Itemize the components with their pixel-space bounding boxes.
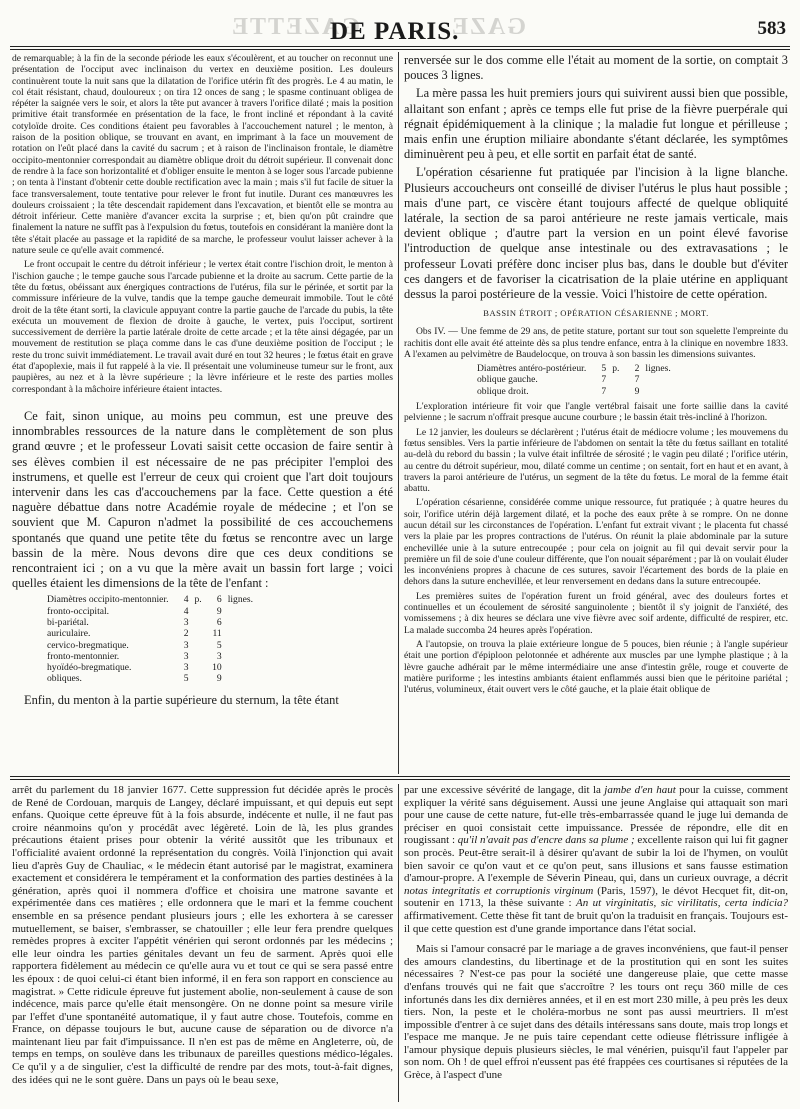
- text-run: (Paris, 1597), le dévot Hecquet fit, dit-on, soutenir en 1713, la thèse suivante :: [404, 884, 788, 910]
- right-paragraph-3: L'opération césarienne fut pratiquée par l'incision à la ligne blanche. Plusieurs accoucheurs ont conseillé de diviser l'utérus le plus haut possible ; mais d'une part, ce viscère étant toujours affecté de quelque obliquité latérale, la section de sa paroi antérieure ne reste jamais verticale, mais devient oblique ; d'autre part la version en un point élevé favorise l'introduction de quelque anse intestinale ou des extravasations ; le professeur Lovati préfère donc inciser plus bas, dans le double but d'éviter ces dangers et de favoriser la cicatrisation de la plaie utérine en appliquant dessus la paroi postérieure de la vessie. Voici l'histoire de cette opération.: [404, 165, 788, 302]
- column-divider-top: [398, 52, 399, 774]
- dimension-unit-tail: [225, 628, 256, 639]
- dimension-unit: [191, 628, 204, 639]
- right-paragraph-6: Le 12 janvier, les douleurs se déclarèrent ; l'utérus était de médiocre volume ; les mouvemens du fœtus sensibles. Vers la partie inférieure de l'abdomen on sentait la tête du fœtus saillant en totalité au-delà du rebord du bassin ; la vulve était infiltrée de sérosité ; le vagin peu dilaté ; l'orifice utérin, au centre du détroit supérieur, mou, dilaté comme un centime ; on sentait, fort en haut et en avant, à travers la paroi antérieure de l'utérus, un segment de la tête du fœtus. Le moral de la femme était abattu.: [404, 426, 788, 495]
- text-run: pour la cuisse, comment expliquer la vérité sans déguisement. Aussi une jeune Anglaise qui attaquait son mari pour une cause de cette nature, fut-elle très-embarrassée quand le juge lui demanda de préciser en quoi consistait cette impuissance. Pressée de répondre, elle dit en rougissant :: [404, 784, 788, 847]
- right-paragraph-1: renversée sur le dos comme elle l'était au moment de la sortie, on comptait 3 pouces 3 lignes.: [404, 53, 788, 83]
- dimension-label: auriculaire.: [47, 628, 91, 640]
- page-number: 583: [757, 18, 786, 39]
- dimension-value-inches: 3: [183, 616, 189, 628]
- left-column: [12, 53, 393, 773]
- left-paragraph-2: Le front occupait le centre du détroit inférieur ; le vertex était contre l'ischion droit, le menton à l'ischion gauche ; le tempe gauche sous l'arcade pubienne et la droite au sacrum. Cette partie de la tête du fœtus, obéissant aux énergiques contractions de l'utérus, fila sur le périnée, et sortit par la commissure inférieure de la vulve, tandis que la tempe gauche demeurait immobile. Tout le côté droit de la tête étant sorti, la clavicule appuyant contre la partie gauche de l'arcade du pubis, la tête exécuta un mouvement de flexion de droite à gauche, le vertex, puis l'occiput, sortirent successivement de derrière la partie latérale droite de cette arcade ; et la tête ainsi dégagée, par un mouvement de restitution se plaça comme dans le cas d'une deuxième position de l'occiput ; le reste du tronc suivit immédiatement. Le travail avait duré en tout 32 heures ; le fœtus était en grave état d'apoplexie, mais il fut rappelé à la vie. Il présentait une volumineuse tumeur sur le front, aux paupières, au nez et à la lèvre supérieure ; la lèvre inférieure et le reste des parties molles correspondant à la mâchoire inférieure étaient intactes.: [12, 259, 393, 395]
- text-run: excellente raison qui lui fit gagner son procès. Peut-être serait-il à désirer qu'avant de subir la loi de l'hymen, on voulût bien savoir ce qu'on vaut et ce qu'on peut, sans illusions et sans fausse estimation d'amour-propre. A l'exemple de Séverin Pineau, qui, dans un curieux ouvrage, a décrit: [404, 834, 788, 885]
- dimension-value-inches: 3: [183, 650, 189, 662]
- dimension-value-lines: 3: [216, 650, 222, 662]
- dimension-unit: p.: [194, 594, 202, 606]
- dimension-row: [474, 374, 674, 385]
- observation-heading: BASSIN ÉTROIT ; OPÉRATION CÉSARIENNE ; MORT.: [483, 308, 709, 319]
- dimension-label: Diamètres occipito-mentonnier.: [47, 594, 169, 606]
- dimension-unit-tail: [642, 386, 673, 397]
- dimension-row: [44, 662, 256, 673]
- dimension-unit-tail: [225, 651, 256, 662]
- dimension-unit: [191, 651, 204, 662]
- right-paragraph-5: L'exploration intérieure fit voir que l'angle vertébral faisait une forte saillie dans la cavité pelvienne ; le sacrum n'offrait presque aucune courbure ; le bassin était très-incliné à l'horizon.: [404, 401, 788, 424]
- feuilleton-right-paragraph-1: [404, 784, 788, 935]
- dimension-label: obliques.: [47, 673, 82, 685]
- header-rule-thin: [10, 49, 790, 50]
- dimension-value-lines: 9: [216, 673, 222, 685]
- text-run: affirmativement. Cette thèse fit tant de bruit qu'on la traduisit en français. Toujours est-il que cette question est d'une grande importance dans l'état social.: [404, 909, 788, 935]
- feuilleton-left-column: [12, 784, 393, 1102]
- dimension-value-lines: 9: [216, 605, 222, 617]
- feuilleton-left-paragraph: arrêt du parlement du 18 janvier 1677. Cette suppression fut décidée après le procès de René de Cordouan, marquis de Langey, déclaré impuissant, et qui depuis eut sept enfans. Quoique cette épreuve fût à la fois absurde, indécente et nulle, il ne faut pas croire néanmoins qu'on y procédât avec légèreté. Loin de là, les plus grandes précautions étaient prises pour obtenir la vérité aussitôt que les tribunaux et l'officialité avaient ordonné la représentation du congrès. Voilà l'injonction qui avait lieu d'après Guy de Chauliac, « le médecin étant autorisé par le magistrat, examinera exactement et considérera le tempérament et la conformation des parties destinées à la génération, après quoi il nommera d'office et choisira une matrone savante et expérimentée dans ces matières ; elle ordonnera que le mari et la femme couchent ensemble en sa présence pendant plusieurs jours ; elle les exhortera à se caresser mutuellement, se baiser, s'embrasser, se chatouiller ; elle leur fera prendre quelques remèdes propres à exciter l'appétit vénérien qui seront ordonnés par les médecins ; elle leur oindra les parties génitales devant un feu de sarment. Après quoi elle rapportera fidèlement au médecin ce qu'elle aura vu et tout ce qui se sera passé entre les époux : de quoi celui-ci étant bien informé, il en fera son rapport en conscience au magistrat. » Cette ridicule épreuve fut justement abolie, non-seulement à cause de son indécence, mais parce qu'elle était mensongère. On ne donne point sa mesure virile par l'effet d'une spontanéité automatique, il y faut autre chose. Toutefois, comme en France, on dépasse toujours le but, aucune cause de séparation ou de divorce n'a maintenant lieu par fait d'impuissance. Il n'en est pas de même en Angleterre, où, de temps en temps, on soulève dans les tribunaux de pareilles questions médico-légales. Ce qu'il y a de singulier, c'est la difficulté de rendre par des mots, tout-à-fait dignes, des idées qui ne le sont guère. Dans un pays où le beau sexe,: [12, 784, 393, 1086]
- left-paragraph-4: Enfin, du menton à la partie supérieure du sternum, la tête étant: [24, 692, 339, 707]
- dimension-unit: [191, 606, 204, 617]
- italic-run: notas integritatis et corruptionis virginum: [404, 884, 594, 897]
- dimension-label: fronto-mentonnier.: [47, 650, 120, 662]
- dimension-row: [474, 363, 674, 374]
- dimension-value-lines: 6: [216, 616, 222, 628]
- right-paragraph-4: Obs IV. — Une femme de 29 ans, de petite stature, portant sur tout son squelette l'empreinte du rachitis dont elle avait été atteinte dès sa plus tendre enfance, entra à la clinique en novembre 1833. A l'examen au pelvimètre de Baudelocque, on trouva à son bassin les dimensions suivantes.: [404, 326, 788, 360]
- text-run: par une excessive sévérité de langage, dit la: [404, 784, 605, 796]
- dimension-value-lines: 11: [212, 628, 222, 640]
- right-paragraph-8: Les premières suites de l'opération furent un froid général, avec des douleurs fortes et continuelles et un écoulement de sérosité sanguinolente ; bientôt il s'y joignit de l'anxiété, des vomissemens ; à dix heures se déclara une vive fièvre avec soif ardente, difficulté de respirer, etc. La malade succomba 24 heures après l'opération.: [404, 590, 788, 636]
- dimension-unit-tail: [225, 640, 256, 651]
- dimension-unit: [609, 374, 622, 385]
- dimension-value-inches: 4: [183, 605, 189, 617]
- dimension-label: fronto-occipital.: [47, 605, 110, 617]
- dimension-value-inches: 7: [601, 374, 607, 386]
- column-divider-bottom: [398, 784, 399, 1102]
- dimension-value-lines: 5: [216, 639, 222, 651]
- dimension-label: oblique droit.: [477, 385, 529, 397]
- dimension-label: oblique gauche.: [477, 374, 538, 386]
- pelvis-dimensions-table: [474, 363, 674, 397]
- dimension-row: [44, 651, 256, 662]
- dimension-value-lines: 7: [634, 374, 640, 386]
- dimension-value-inches: 2: [183, 628, 189, 640]
- newspaper-title: DE PARIS.: [330, 18, 460, 45]
- dimension-row: [44, 673, 256, 684]
- feuilleton-right-paragraph-2: Mais si l'amour consacré par le mariage a de graves inconvéniens, que faut-il penser des amours clandestins, du libertinage et de la prostitution qui en sont les suites nécessaires ? N'est-ce pas pour la société une dangereuse plaie, que cette masse d'enfans trouvés qui ne fait que s'accroître ? les tours ont reçu 360 mille de ces infortunés dans les dix dernières années, et il en est mort 230 mille, à peu près les deux tiers. Non, la peste et le choléra-morbus ne sont pas aussi meurtriers. Il m'est impossible d'entrer à ce sujet dans des détails intéressans sans doute, mais trop longs et l'espace me manque. Je ne puis taire cependant cette odieuse flétrissure infligée à l'amour physique depuis plusieurs siècles, le mal vénérien, puisqu'il faut l'appeler par son nom. Oh ! de quel effroi n'eussent pas été frappées ces courtisanes si réputées de la Grèce, à l'aspect d'une: [404, 943, 788, 1082]
- masthead: [0, 0, 800, 48]
- dimension-value-lines: 9: [634, 385, 640, 397]
- dimension-value-inches: 7: [601, 385, 607, 397]
- dimension-unit-tail: [225, 662, 256, 673]
- italic-run: jambe d'en haut: [604, 784, 676, 796]
- dimension-value-lines: 10: [212, 662, 222, 674]
- dimension-value-inches: 3: [183, 639, 189, 651]
- feuilleton-rule: [10, 776, 790, 777]
- dimension-row: [44, 640, 256, 651]
- dimension-unit: [191, 640, 204, 651]
- masthead-bleed-through-left: GAZETTE: [230, 14, 361, 40]
- dimension-unit-tail: [225, 673, 256, 684]
- dimension-row: [474, 386, 674, 397]
- dimension-value-inches: 3: [183, 662, 189, 674]
- dimension-value-inches: 5: [183, 673, 189, 685]
- right-paragraph-7: L'opération césarienne, considérée comme unique ressource, fut pratiquée ; à quatre heures du soir, l'orifice utérin déjà largement dilaté, et la poche des eaux prête à se rompre. On ne donne aucun détail sur les circonstances de l'opération. L'enfant fut extrait vivant ; le placenta fut chassé vers la plaie par les propres contractions de l'utérus. On réunit la plaie abdominale par la suture enchevillée unie à la suture entrecoupée ; pour cela on joignit au fil qui devait servir pour la première un fil de soie d'une couleur différente, que l'on nouait séparément ; par là on voulait éluder les inconvéniens propres à chacune de ces sutures, savoir l'écartement des bords de la plaie en dehors dans la suture enchevillée, et leur renversement en dedans dans la suture entrecoupée.: [404, 497, 788, 588]
- masthead-bleed-through-right: GAZE: [450, 14, 527, 40]
- dimension-unit-tail: lignes.: [227, 594, 254, 606]
- dimension-unit: [609, 386, 622, 397]
- header-rule: [10, 46, 790, 47]
- left-paragraph-3: Ce fait, sinon unique, au moins peu commun, est une preuve des innombrables ressources de la nature dans le complètement de son plus grand œuvre ; et le professeur Lovati saisit cette occasion de faire sentir à ses élèves combien il est nécessaire de ne pas précipiter l'emploi des instrumens, et quelle est l'erreur de ceux qui croient que l'art doit toujours intervenir dans les cas d'accouchemens par la face. Cette question a été naguère débattue dans notre Académie royale de médecine ; et l'on se souvient que M. Capuron n'admet la possibilité de ces accouchemens spontanés que quand une petite tête du fœtus se rencontre avec un large bassin de la mère. Nous devons dire que ces deux conditions se rencontraient ici ; on a vu que la mère avait un bassin fort large ; voici quelles étaient les dimensions de la tête de l'enfant :: [12, 408, 393, 591]
- dimension-value-lines: 6: [216, 594, 222, 606]
- dimension-label: bi-pariétal.: [47, 616, 89, 628]
- dimension-row: [44, 628, 256, 639]
- dimension-row: [44, 594, 256, 605]
- left-paragraph-1: de remarquable; à la fin de la seconde période les eaux s'écoulèrent, et au toucher on reconnut une présentation de l'occiput avec inclinaison du vertex en deuxième position. Les douleurs continuèrent toute la nuit sans que la dilatation de l'orifice utérin fît des progrès. Le 4 au matin, le col était résistant, chaud, douloureux ; on tira 12 onces de sang ; le spasme continuant obligea de répéter la saignée vers le soir, et alors la tête put avancer à travers l'orifice dilaté ; mais la position primitive était transformée en présentation de la face, le front incliné et répondant à la cavité cotyloïde droite. Ces conditions étaient peu favorables à l'accouchement naturel ; le menton, à raison de la position oblique, se trouvant en avant, en imprimant à la face un mouvement de rotation on l'eût placé dans la cavité du sacrum ; et à raison de l'inclinaison frontale, le diamètre occipito-mentonnier correspondait au diamètre oblique droit du détroit supérieur. Il convenait donc de rendre à la face son horizontalité et d'obliger ensuite le menton à se loger sous l'arcade pubienne ; on tenta à l'instant d'obtenir cette double rectification avec la main ; mais s'il fut facile de situer la face transversalement, toute tentative pour relever le front fut inutile. Durant ces manœuvres les douleurs croissaient ; la tête descendait rapidement dans l'excavation, et bientôt elle se montra au détroit inférieur. Cette manière d'avancer excita la surprise ; et, bien qu'on pût craindre que finalement la nature ne suffît pas à l'expulsion du fœtus, toutefois en considérant la manière dont la tête s'était placée au passage et la rapidité de sa marche, le professeur voulut laisser achever à la nature seule ce qu'elle avait commencé.: [12, 53, 393, 257]
- dimension-row: [44, 606, 256, 617]
- right-paragraph-2: La mère passa les huit premiers jours qui suivirent aussi bien que possible, allaitant son enfant ; après ce temps elle fut prise de la fièvre puerpérale qui régnait épidémiquement à la clinique ; la maladie fut longue et périlleuse ; mais enfin une éruption miliaire abondante s'étant déclarée, les symptômes diminuèrent peu à peu, et elle sortit en parfait état de santé.: [404, 86, 788, 162]
- dimension-label: hyoïdéo-bregmatique.: [47, 662, 132, 674]
- italic-run: qu'il n'avait pas d'encre dans sa plume ;: [457, 834, 635, 847]
- dimension-unit-tail: lignes.: [645, 363, 671, 375]
- head-dimensions-table: [44, 594, 256, 684]
- dimension-unit: [191, 662, 204, 673]
- feuilleton-rule-thin: [10, 779, 790, 780]
- dimension-row: [44, 617, 256, 628]
- right-paragraph-9: A l'autopsie, on trouva la plaie extérieure longue de 5 pouces, bien réunie ; à l'angle supérieur était une portion d'épiploon pelotonnée et adhérente aux muscles par une lymphe plastique ; à la lèvre gauche adhérait par le même intermédiaire une anse d'intestin grêle, rouge et couverte de matière puriforme ; les intestins ambiants étaient enflammés aussi bien que le péritoine pariétal ; l'utérus, volumineux, était ouvert vers le côté gauche, et la plaie était oblique de: [404, 638, 788, 696]
- dimension-label: Diamètres antéro-postérieur.: [477, 363, 587, 375]
- dimension-value-inches: 5: [601, 363, 607, 375]
- italic-run: An ut virginitatis, sic virilitatis, certa indicia?: [575, 897, 788, 910]
- feuilleton-right-column: [404, 784, 788, 1102]
- dimension-unit-tail: [642, 374, 673, 385]
- dimension-unit: [191, 673, 204, 684]
- dimension-value-lines: 2: [634, 363, 640, 375]
- dimension-value-inches: 4: [183, 594, 189, 606]
- dimension-unit: [191, 617, 204, 628]
- dimension-label: cervico-bregmatique.: [47, 639, 129, 651]
- right-column: [404, 53, 788, 773]
- dimension-unit-tail: [225, 617, 256, 628]
- dimension-unit-tail: [225, 606, 256, 617]
- dimension-unit: p.: [612, 363, 620, 375]
